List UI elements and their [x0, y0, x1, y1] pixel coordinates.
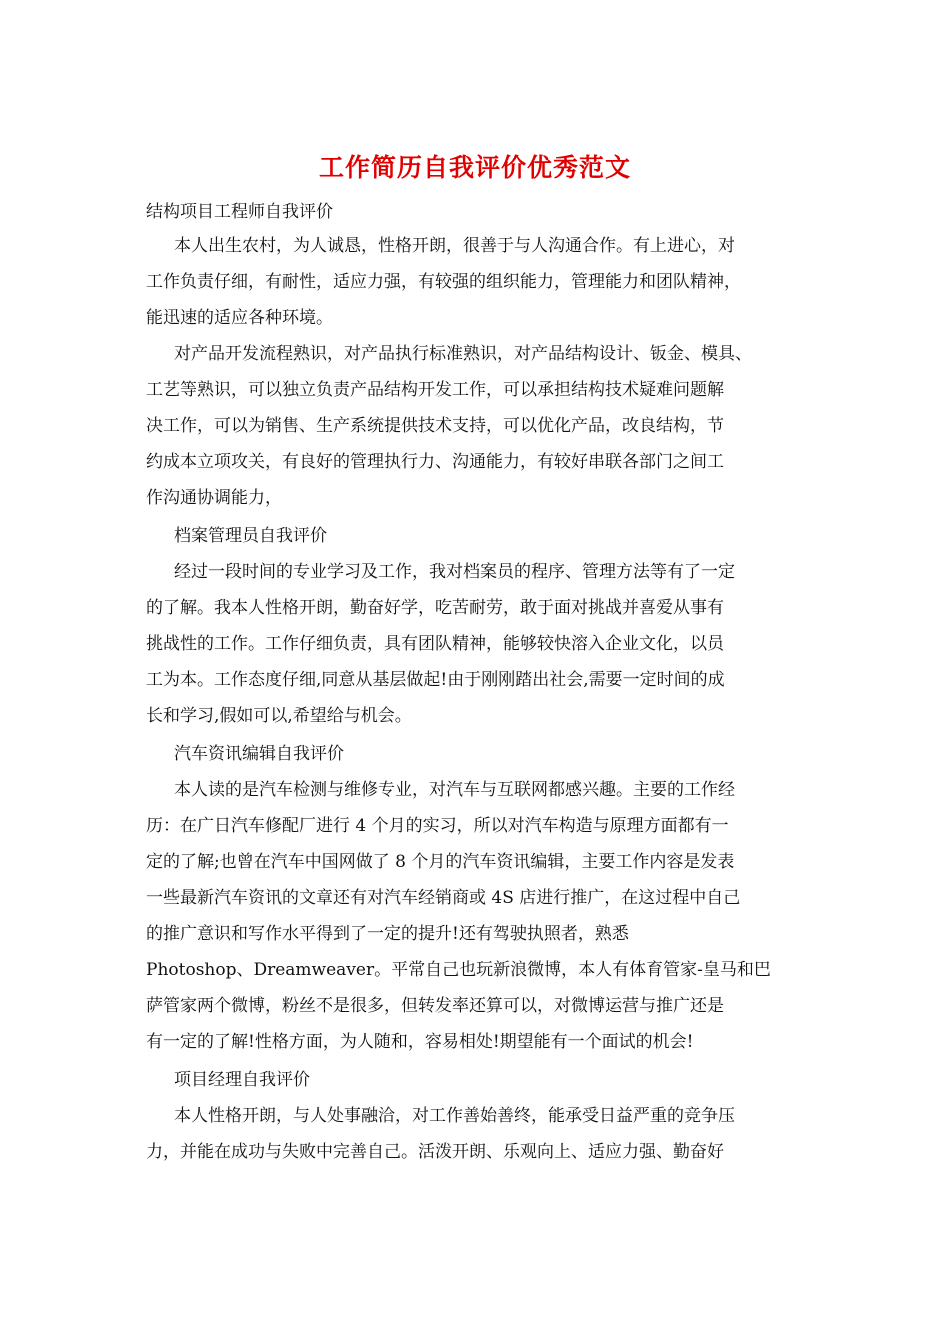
paragraph-line: 工为本。工作态度仔细,同意从基层做起!由于刚刚踏出社会,需要一定时间的成 [146, 670, 725, 690]
paragraph-line: 工作负责仔细，有耐性，适应力强，有较强的组织能力，管理能力和团队精神， [146, 272, 741, 292]
section-heading: 结构项目工程师自我评价 [146, 202, 333, 222]
section-heading: 汽车资讯编辑自我评价 [174, 744, 344, 764]
paragraph-line: Photoshop、Dreamweaver。平常自己也玩新浪微博，本人有体育管家-皇马和巴 [146, 960, 771, 980]
paragraph-line: 本人性格开朗，与人处事融洽，对工作善始善终，能承受日益严重的竞争压 [174, 1106, 735, 1126]
paragraph-line: 一些最新汽车资讯的文章还有对汽车经销商或 4S 店进行推广，在这过程中自己 [146, 888, 741, 908]
paragraph-line: 力，并能在成功与失败中完善自己。活泼开朗、乐观向上、适应力强、勤奋好 [146, 1142, 724, 1162]
paragraph-line: 本人读的是汽车检测与维修专业，对汽车与互联网都感兴趣。主要的工作经 [174, 780, 735, 800]
paragraph-line: 定的了解;也曾在汽车中国网做了 8 个月的汽车资讯编辑，主要工作内容是发表 [146, 852, 735, 872]
paragraph-line: 经过一段时间的专业学习及工作，我对档案员的程序、管理方法等有了一定 [174, 562, 735, 582]
document-title: 工作简历自我评价优秀范文 [318, 153, 631, 182]
section-heading: 档案管理员自我评价 [174, 526, 327, 546]
paragraph-line: 的推广意识和写作水平得到了一定的提升!还有驾驶执照者，熟悉 [146, 924, 629, 944]
paragraph-line: 约成本立项攻关，有良好的管理执行力、沟通能力，有较好串联各部门之间工 [146, 452, 724, 472]
paragraph-line: 本人出生农村，为人诚恳，性格开朗，很善于与人沟通合作。有上进心，对 [174, 236, 735, 256]
paragraph-line: 对产品开发流程熟识，对产品执行标准熟识，对产品结构设计、钣金、模具、 [174, 344, 752, 364]
paragraph-line: 作沟通协调能力， [146, 488, 282, 508]
paragraph-line: 能迅速的适应各种环境。 [146, 308, 333, 328]
paragraph-line: 挑战性的工作。工作仔细负责，具有团队精神，能够较快溶入企业文化，以员 [146, 634, 724, 654]
paragraph-line: 工艺等熟识，可以独立负责产品结构开发工作，可以承担结构技术疑难问题解 [146, 380, 724, 400]
paragraph-line: 长和学习,假如可以,希望给与机会。 [146, 706, 412, 726]
paragraph-line: 有一定的了解!性格方面，为人随和，容易相处!期望能有一个面试的机会! [146, 1032, 694, 1052]
paragraph-line: 决工作，可以为销售、生产系统提供技术支持，可以优化产品，改良结构，节 [146, 416, 724, 436]
paragraph-line: 历：在广日汽车修配厂进行 4 个月的实习，所以对汽车构造与原理方面都有一 [146, 816, 729, 836]
section-heading: 项目经理自我评价 [174, 1070, 310, 1090]
paragraph-line: 萨管家两个微博，粉丝不是很多，但转发率还算可以，对微博运营与推广还是 [146, 996, 724, 1016]
paragraph-line: 的了解。我本人性格开朗，勤奋好学，吃苦耐劳，敢于面对挑战并喜爱从事有 [146, 598, 724, 618]
